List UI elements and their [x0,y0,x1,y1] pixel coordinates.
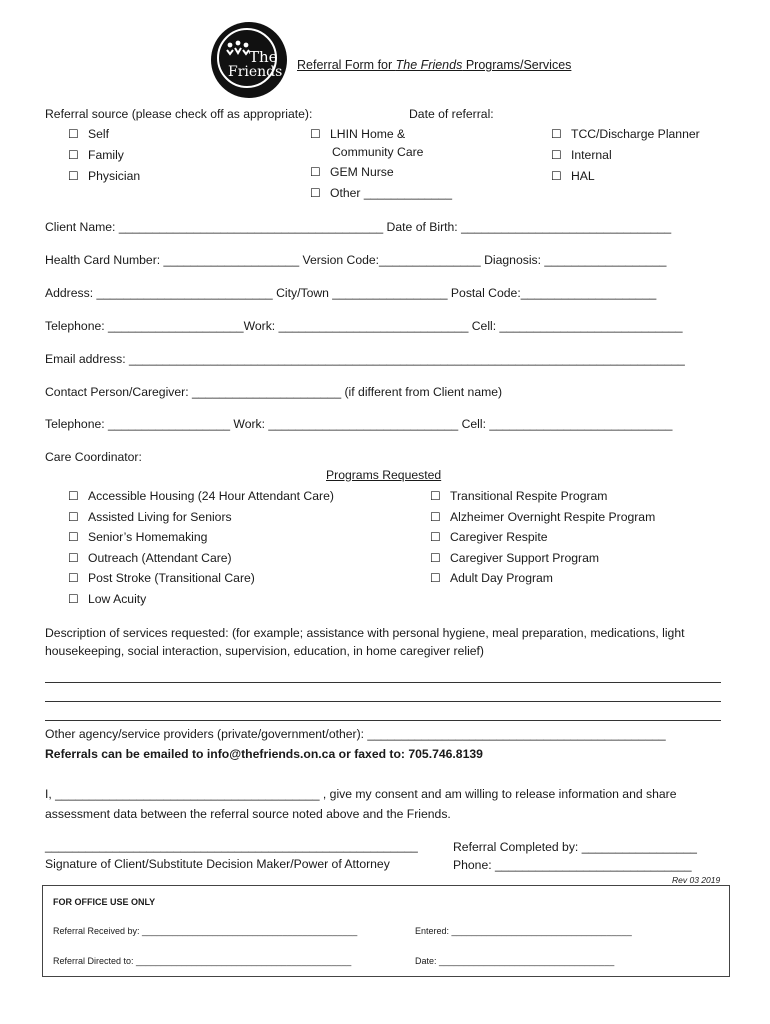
checkbox-tcc[interactable]: ☐ TCC/Discharge Planner [551,127,700,141]
checkbox-physician[interactable]: ☐ Physician [68,169,141,183]
program-outreach[interactable]: ☐ Outreach (Attendant Care) [68,551,232,565]
checkbox-family[interactable]: ☐ Family [68,148,124,162]
description-rule-1[interactable] [45,682,721,683]
consent-line1[interactable]: I, _______________________________________ , give my consent and am willing to release information and share [45,787,677,801]
phone-field[interactable]: Phone: _____________________________ [453,858,692,872]
telephone2-field[interactable]: Telephone: __________________ Work: ____________________________ Cell: ___________________________ [45,417,673,431]
client-name-field[interactable]: Client Name: _______________________________________ Date of Birth: _______________________________ [45,220,672,234]
telephone-field[interactable]: Telephone: ____________________Work: ____________________________ Cell: ___________________________ [45,319,683,333]
checkbox-lhin[interactable]: ☐ LHIN Home & [310,127,406,141]
description-line1: Description of services requested: (for example; assistance with personal hygiene, meal preparation, medications, light [45,626,685,640]
referral-received-field[interactable]: Referral Received by: ___________________________________________ [53,926,358,936]
referral-completed-by-field[interactable]: Referral Completed by: _________________ [453,840,697,854]
logo-text-the: The [249,48,278,66]
health-card-field[interactable]: Health Card Number: ____________________ Version Code:_______________ Diagnosis: __________________ [45,253,667,267]
description-rule-3[interactable] [45,720,721,721]
program-caregiver-support[interactable]: ☐ Caregiver Support Program [430,551,600,565]
program-alzheimer-respite[interactable]: ☐ Alzheimer Overnight Respite Program [430,510,656,524]
programs-heading: Programs Requested [326,468,442,482]
lhin-continuation: Community Care [332,145,424,159]
care-coordinator-label: Care Coordinator: [45,450,142,464]
referral-directed-field[interactable]: Referral Directed to: ___________________________________________ [53,956,352,966]
revision-label: Rev 03 2019 [672,875,721,885]
other-agency-field[interactable]: Other agency/service providers (private/government/other): ____________________________________________ [45,727,666,741]
program-low-acuity[interactable]: ☐ Low Acuity [68,592,147,606]
referral-source-label: Referral source (please check off as appropriate): [45,107,313,121]
date-of-referral-label: Date of referral: [409,107,494,121]
program-caregiver-respite[interactable]: ☐ Caregiver Respite [430,530,548,544]
program-transitional-respite[interactable]: ☐ Transitional Respite Program [430,489,608,503]
logo-text-friends: Friends [228,64,283,80]
checkbox-other[interactable]: ☐ Other _____________ [310,186,452,200]
checkbox-internal[interactable]: ☐ Internal [551,148,612,162]
people-icon [225,40,251,62]
office-use-box [42,885,730,977]
program-post-stroke[interactable]: ☐ Post Stroke (Transitional Care) [68,571,255,585]
program-seniors-homemaking[interactable]: ☐ Senior’s Homemaking [68,530,208,544]
email-field[interactable]: Email address: __________________________________________________________________________________ [45,352,685,366]
contact-person-field[interactable]: Contact Person/Caregiver: ______________________ (if different from Client name) [45,385,503,399]
description-line2: housekeeping, social interaction, supervision, education, in home caregiver relief) [45,644,484,658]
office-date-field[interactable]: Date: ___________________________________ [415,956,615,966]
friends-logo [211,22,287,98]
checkbox-hal[interactable]: ☐ HAL [551,169,595,183]
address-field[interactable]: Address: __________________________ City/Town _________________ Postal Code:____________________ [45,286,657,300]
entered-field[interactable]: Entered: ____________________________________ [415,926,632,936]
description-rule-2[interactable] [45,701,721,702]
consent-line2: assessment data between the referral source noted above and the Friends. [45,807,451,821]
signature-label: Signature of Client/Substitute Decision Maker/Power of Attorney [45,857,390,871]
signature-rule[interactable]: _______________________________________________________ [45,839,418,853]
program-assisted-living[interactable]: ☐ Assisted Living for Seniors [68,510,232,524]
email-fax-notice: Referrals can be emailed to info@thefriends.on.ca or faxed to: 705.746.8139 [45,747,483,761]
checkbox-self[interactable]: ☐ Self [68,127,110,141]
checkbox-gem-nurse[interactable]: ☐ GEM Nurse [310,165,394,179]
program-accessible-housing[interactable]: ☐ Accessible Housing (24 Hour Attendant Care) [68,489,334,503]
office-heading: FOR OFFICE USE ONLY [53,897,156,907]
program-adult-day[interactable]: ☐ Adult Day Program [430,571,553,585]
form-title: Referral Form for The Friends Programs/Services [297,58,572,72]
